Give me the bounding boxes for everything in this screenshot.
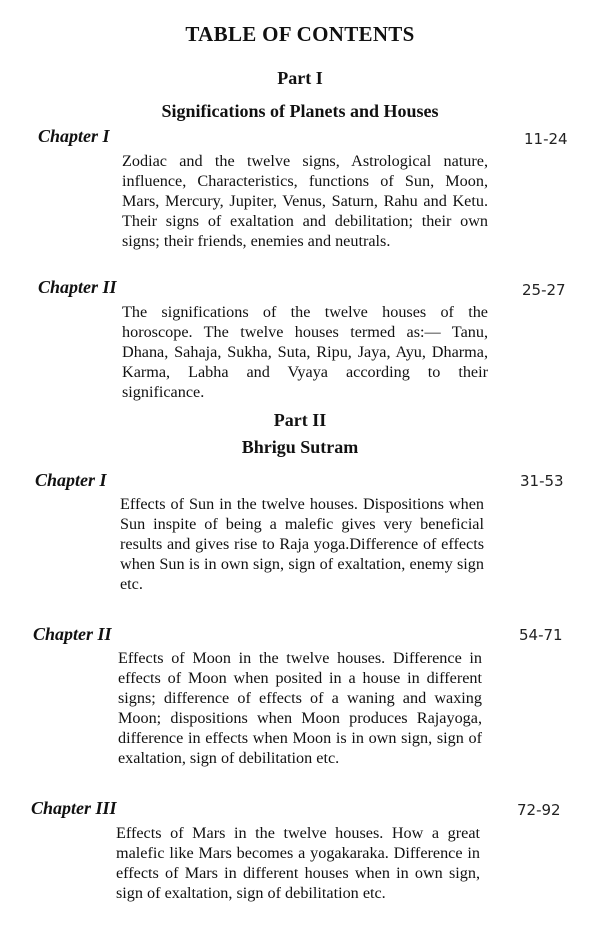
part-2-chapter-1-pages: 31-53 (520, 472, 564, 490)
part-1-chapter-2-pages: 25-27 (522, 281, 566, 299)
page-title: TABLE OF CONTENTS (185, 22, 415, 46)
part-1-chapter-1-label: Chapter I (38, 126, 110, 146)
part-1-chapter-1-pages: 11-24 (524, 130, 568, 148)
part-2-chapter-3-pages: 72-92 (517, 801, 561, 819)
part-2-chapter-1-description: Effects of Sun in the twelve houses. Dispositions when Sun inspite of being a malefic gives very beneficial results and gives rise to Raja yoga.Difference of effects when Sun is in own sign, sign of exaltation, enemy sign etc. (120, 495, 484, 593)
part-2-chapter-1-label: Chapter I (35, 470, 107, 490)
part-1-label: Part I (277, 68, 323, 88)
part-2-label: Part II (273, 410, 327, 430)
part-1-chapter-2-label: Chapter II (38, 277, 117, 297)
part-2-chapter-2-description: Effects of Moon in the twelve houses. Difference in effects of Moon when posited in a house in different signs; difference of effects of a waning and waxing Moon; dispositions when Moon produces Rajayoga, difference in effects when Moon is in own sign, sign of exaltation, sign of debilitation etc. (118, 649, 482, 767)
part-2-chapter-2-label: Chapter II (33, 624, 112, 644)
part-2-chapter-2-pages: 54-71 (519, 626, 563, 644)
part-2-subtitle: Bhrigu Sutram (241, 437, 359, 457)
part-1-subtitle: Significations of Planets and Houses (161, 101, 439, 121)
part-2-chapter-3-description: Effects of Mars in the twelve houses. How a great malefic like Mars becomes a yogakaraka. Difference in effects of Mars in different houses when in own sign, sign of exaltation, sign of debilitation etc. (116, 824, 480, 902)
part-2-chapter-3-label: Chapter III (31, 798, 117, 818)
part-1-chapter-1-description: Zodiac and the twelve signs, Astrological nature, influence, Characteristics, functions of Sun, Moon, Mars, Mercury, Jupiter, Venus, Saturn, Rahu and Ketu. Their signs of exaltation and debilitation; their own signs; their friends, enemies and neutrals. (122, 152, 488, 250)
part-1-chapter-2-description: The significations of the twelve houses of the horoscope. The twelve houses termed as:— Tanu, Dhana, Sahaja, Sukha, Suta, Ripu, Jaya, Ayu, Dharma, Karma, Labha and Vyaya according to their significance. (122, 303, 488, 401)
